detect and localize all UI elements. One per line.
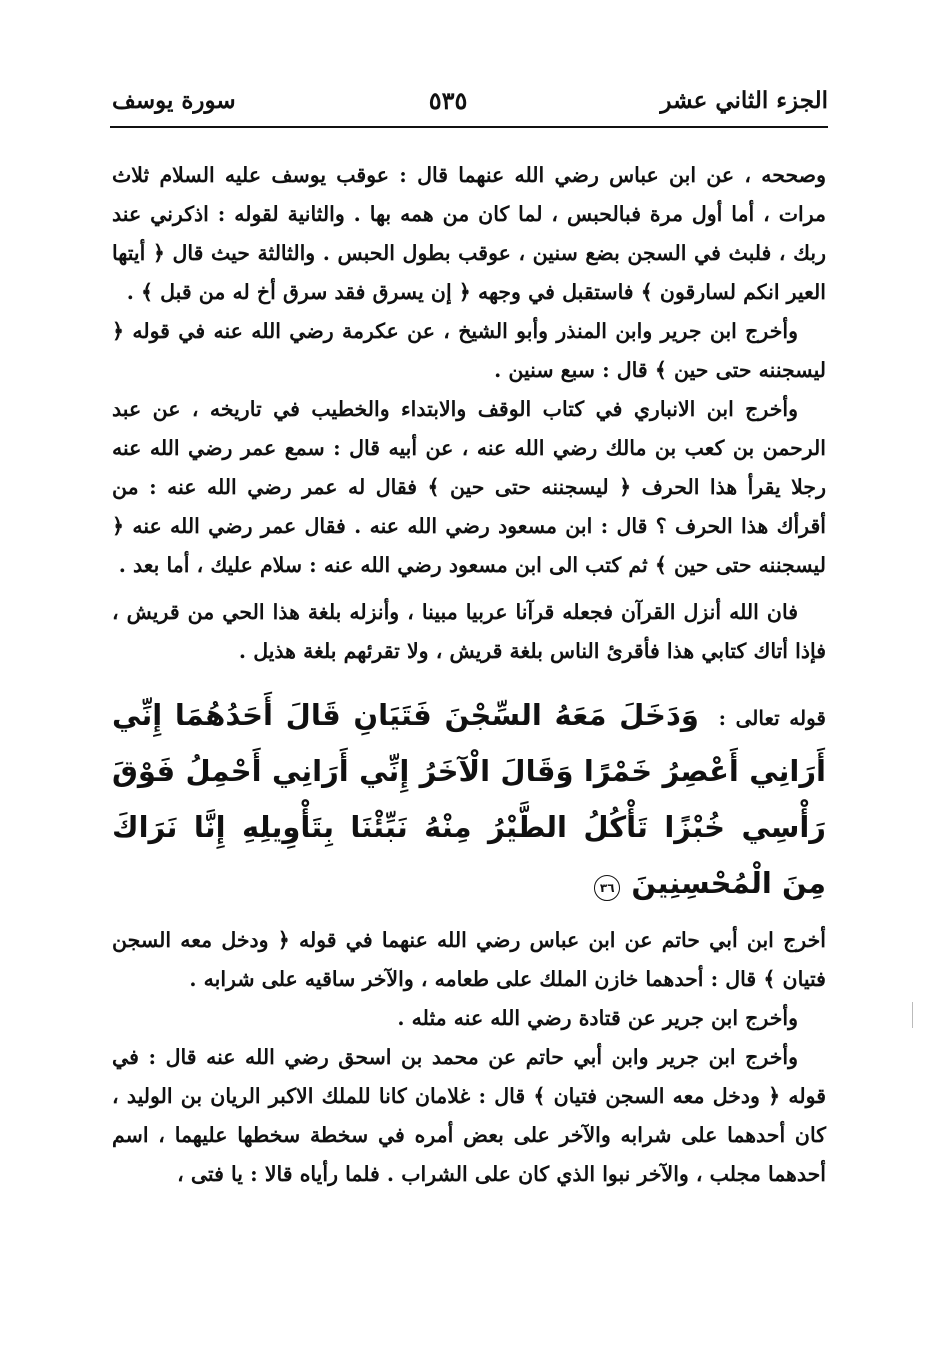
header-divider: [110, 126, 828, 128]
part-title: الجزء الثاني عشر: [660, 86, 828, 114]
verse-intro: قوله تعالى :: [718, 706, 826, 730]
page-number: ٥٣٥: [428, 85, 468, 115]
scan-margin-mark: [912, 1002, 913, 1028]
paragraph-7: وأخرج ابن جرير وابن أبي حاتم عن محمد بن اسحق رضي الله عنه قال : في قوله ﴿ ودخل معه السجن فتيان ﴾ قال : غلامان كانا للملك الاكبر الريان بن الوليد ، كان أحدهما على شرابه والآخر على بعض أمره في سخطة سخطها عليهما ، اسم أحدهما مجلب ، والآخر نبوا الذي كان على الشراب . فلما رأياه قالا : يا فتى ،: [112, 1045, 826, 1186]
page-header: [112, 80, 828, 120]
paragraph-6: وأخرج ابن جرير عن قتادة رضي الله عنه مثله .: [397, 1006, 798, 1030]
paragraph-4: فان الله أنزل القرآن فجعله قرآنا عربيا مبينا ، وأنزله بلغة هذا الحي من قريش ، فإذا أتاك كتابي هذا فأقرئ الناس بلغة قريش ، ولا تقرئهم بلغة هذيل .: [112, 600, 826, 663]
page-body: [112, 156, 826, 1194]
ayah-number-marker: ٣٦: [594, 875, 620, 901]
paragraph-2: وأخرج ابن جرير وابن المنذر وأبو الشيخ ، عن عكرمة رضي الله عنه في قوله ﴿ ليسجننه حتى حين ﴾ قال : سبع سنين .: [112, 319, 826, 382]
paragraph-5: أخرج ابن أبي حاتم عن ابن عباس رضي الله عنهما في قوله ﴿ ودخل معه السجن فتيان ﴾ قال : أحدهما خازن الملك على طعامه ، والآخر ساقيه على شرابه .: [112, 928, 826, 991]
paragraph-1: وصححه ، عن ابن عباس رضي الله عنهما قال : عوقب يوسف عليه السلام ثلاث مرات ، أما أول مرة فبالحبس ، لما كان من همه بها . والثانية لقوله : اذكرني عند ربك ، فلبث في السجن بضع سنين ، عوقب بطول الحبس . والثالثة حيث قال ﴿ أيتها العير انكم لسارقون ﴾ فاستقبل في وجهه ﴿ إن يسرق فقد سرق أخ له من قبل ﴾ .: [112, 163, 826, 304]
paragraph-gap: [112, 585, 826, 593]
quran-verse-block: [112, 687, 826, 911]
quran-verse-text: وَدَخَلَ مَعَهُ السِّجْنَ فَتَيَانِ قَالَ أَحَدُهُمَا إِنِّي أَرَانِي أَعْصِرُ خَمْرًا وَقَالَ الْآخَرُ إِنِّي أَرَانِي أَحْمِلُ فَوْقَ رَأْسِي خُبْزًا تَأْكُلُ الطَّيْرُ مِنْهُ نَبِّئْنَا بِتَأْوِيلِهِ إِنَّا نَرَاكَ مِنَ الْمُحْسِنِينَ: [112, 698, 826, 900]
surah-name: سورة يوسف: [112, 86, 236, 114]
paragraph-3: وأخرج ابن الانباري في كتاب الوقف والابتداء والخطيب في تاريخه ، عن عبد الرحمن بن كعب بن مالك رضي الله عنه ، عن أبيه قال : سمع عمر رضي الله عنه رجلا يقرأ هذا الحرف ﴿ ليسجننه حتى حين ﴾ فقال له عمر رضي الله عنه : من أقرأك هذا الحرف ؟ قال : ابن مسعود رضي الله عنه . فقال عمر رضي الله عنه ﴿ ليسجننه حتى حين ﴾ ثم كتب الى ابن مسعود رضي الله عنه : سلام عليك ، أما بعد .: [112, 397, 826, 577]
